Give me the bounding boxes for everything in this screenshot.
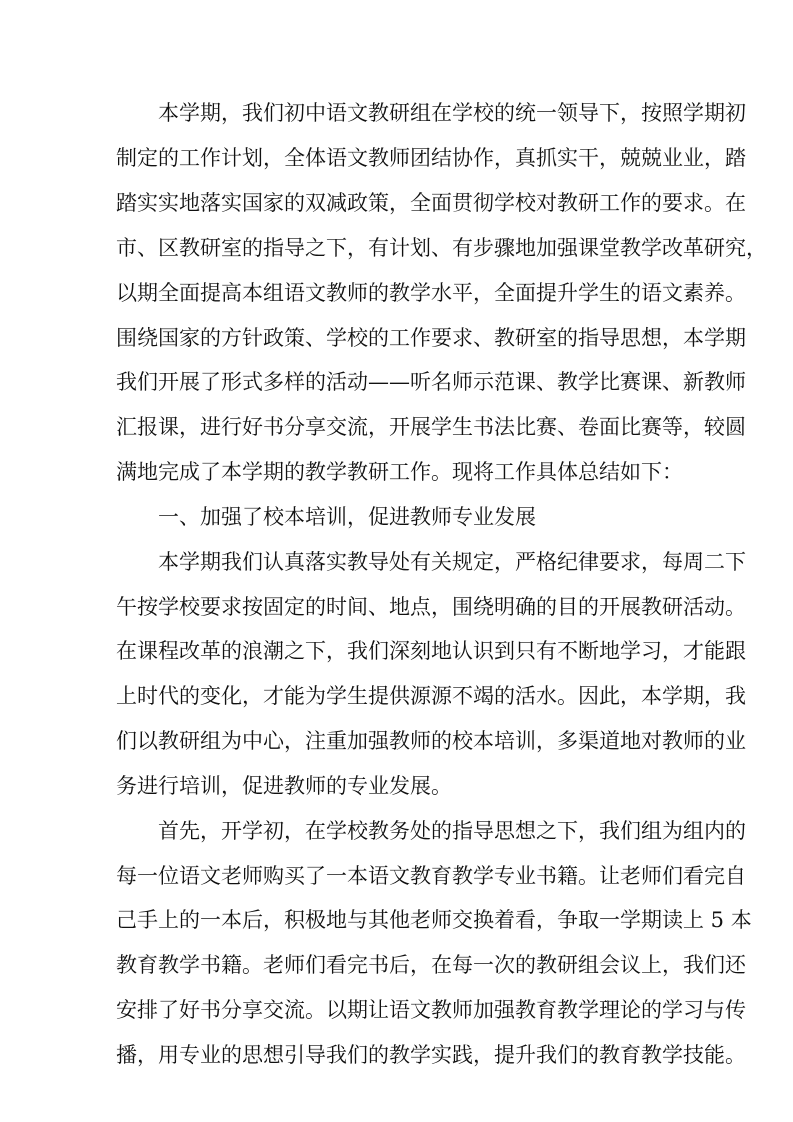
- text-line-content: 们以教研组为中心，注重加强教师的校本培训，多渠道地对教师的业: [116, 729, 746, 753]
- text-line: [0, 320, 793, 356]
- text-line-content: 己手上的一本后，积极地与其他老师交换着看，争取一学期读上 5 本: [116, 908, 752, 932]
- text-line: [0, 544, 793, 580]
- text-line-content: 上时代的变化，才能为学生提供源源不竭的活水。因此，本学期，我: [116, 684, 746, 708]
- text-line: [0, 589, 793, 625]
- text-line: [0, 902, 793, 938]
- text-line: [0, 95, 793, 131]
- text-line-content: 满地完成了本学期的教学教研工作。现将工作具体总结如下：: [116, 460, 683, 484]
- text-line-content: 踏实实地落实国家的双减政策，全面贯彻学校对教研工作的要求。在: [116, 191, 746, 215]
- text-line: [0, 768, 793, 804]
- text-line: [0, 858, 793, 894]
- text-line: [0, 140, 793, 176]
- text-line-content: 汇报课，进行好书分享交流，开展学生书法比赛、卷面比赛等，较圆: [116, 415, 746, 439]
- text-line-content: 在课程改革的浪潮之下，我们深刻地认识到只有不断地学习，才能跟: [116, 639, 746, 663]
- text-line: [0, 633, 793, 669]
- text-line: [0, 275, 793, 311]
- text-line-content: 以期全面提高本组语文教师的教学水平，全面提升学生的语文素养。: [116, 281, 746, 305]
- text-line-content: 本学期，我们初中语文教研组在学校的统一领导下，按照学期初: [158, 101, 746, 125]
- text-line: [0, 230, 793, 266]
- text-line-content: 教育教学书籍。老师们看完书后，在每一次的教研组会议上，我们还: [116, 953, 746, 977]
- text-line: [0, 364, 793, 400]
- text-line-content: 播，用专业的思想引导我们的教学实践，提升我们的教育教学技能。: [116, 1043, 746, 1067]
- text-line-content: 首先，开学初，在学校教务处的指导思想之下，我们组为组内的: [158, 819, 746, 843]
- text-line: [0, 678, 793, 714]
- section-heading: [0, 499, 793, 535]
- text-line: [0, 947, 793, 983]
- text-line-content: 每一位语文老师购买了一本语文教育教学专业书籍。让老师们看完自: [116, 864, 746, 888]
- text-line-content: 本学期我们认真落实教导处有关规定，严格纪律要求，每周二下: [158, 550, 746, 574]
- text-line: [0, 1037, 793, 1073]
- text-line-content: 我们开展了形式多样的活动——听名师示范课、教学比赛课、新教师: [116, 370, 746, 394]
- text-line-content: 务进行培训，促进教师的专业发展。: [116, 774, 452, 798]
- text-line-content: 午按学校要求按固定的时间、地点，围绕明确的目的开展教研活动。: [116, 595, 746, 619]
- text-line-content: 安排了好书分享交流。以期让语文教师加强教育教学理论的学习与传: [116, 998, 746, 1022]
- text-line: [0, 813, 793, 849]
- text-line-content: 围绕国家的方针政策、学校的工作要求、教研室的指导思想，本学期: [116, 326, 746, 350]
- text-line-content: 制定的工作计划，全体语文教师团结协作，真抓实干，兢兢业业，踏: [116, 146, 746, 170]
- text-line: [0, 992, 793, 1028]
- text-line: [0, 409, 793, 445]
- text-line: [0, 454, 793, 490]
- text-line: [0, 723, 793, 759]
- text-line: [0, 185, 793, 221]
- text-line-content: 市、区教研室的指导之下，有计划、有步骤地加强课堂教学改革研究，: [116, 236, 767, 260]
- section-heading-text: 一、加强了校本培训，促进教师专业发展: [158, 505, 536, 529]
